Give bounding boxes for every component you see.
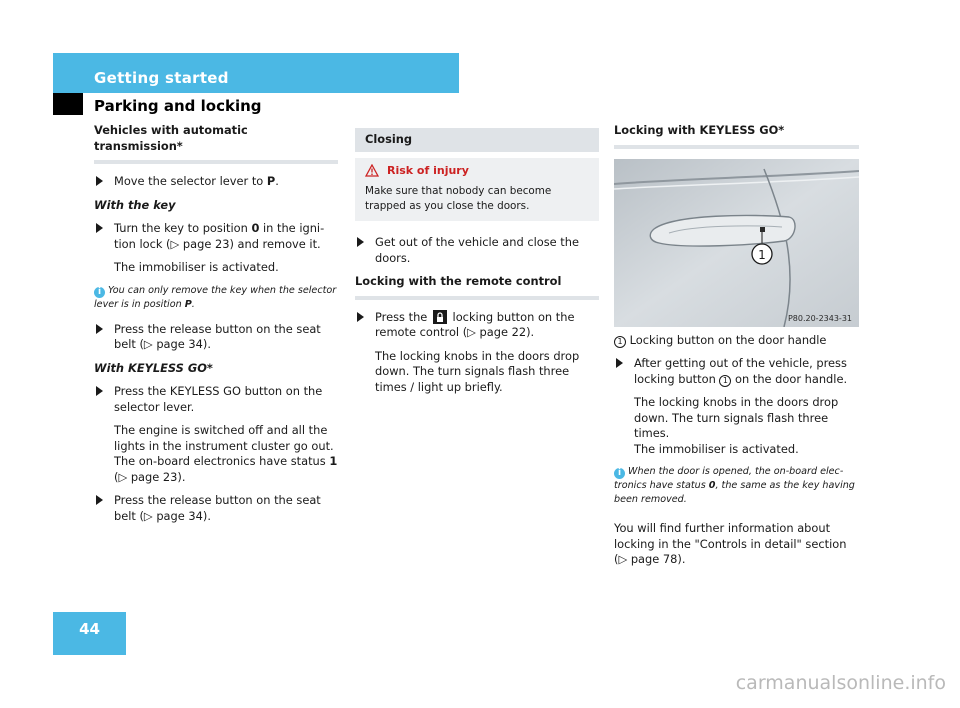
step-arrow-icon bbox=[357, 237, 364, 247]
step-arrow-icon bbox=[96, 324, 103, 334]
section-tab-marker bbox=[53, 93, 83, 115]
section-title: Getting started bbox=[94, 69, 229, 87]
step-arrow-icon bbox=[357, 312, 364, 322]
subheading-with-key: With the key bbox=[94, 197, 176, 212]
door-handle-illustration bbox=[614, 159, 859, 327]
instruction-step: After getting out of the vehicle, press locking button 1 on the door handle. bbox=[614, 356, 859, 387]
warning-title: Risk of injury bbox=[365, 164, 589, 179]
info-icon: i bbox=[94, 287, 105, 298]
closing-section-title: Closing bbox=[355, 128, 599, 152]
step-arrow-icon bbox=[96, 386, 103, 396]
page-title: Parking and locking bbox=[94, 97, 262, 115]
page-number: 44 bbox=[79, 620, 100, 638]
watermark: carmanualsonline.info bbox=[735, 672, 946, 694]
result-text: The locking knobs in the doors drop down. The turn signals flash three times. bbox=[634, 395, 839, 440]
result-text: The immobiliser is activated. bbox=[114, 260, 279, 274]
photo-code: P80.20-2343-31 bbox=[787, 313, 852, 323]
result-text: The immobiliser is activated. bbox=[634, 441, 799, 456]
warning-triangle-icon bbox=[365, 164, 379, 177]
door-handle-photo bbox=[614, 159, 859, 327]
step-arrow-icon bbox=[96, 223, 103, 233]
column-middle bbox=[355, 128, 599, 403]
result-text: The engine is switched off and all the lights in the instrument cluster go out. The on-board electronics have status 1 (▷ page 23). bbox=[114, 423, 338, 484]
step-arrow-icon bbox=[96, 176, 103, 186]
warning-box bbox=[355, 158, 599, 222]
column-right bbox=[614, 123, 859, 568]
instruction-step: Turn the key to position 0 in the igni-tion lock (▷ page 23) and remove it. bbox=[94, 221, 338, 252]
heading-keyless-go-locking: Locking with KEYLESS GO* bbox=[614, 123, 859, 149]
info-icon: i bbox=[614, 468, 625, 479]
step-arrow-icon bbox=[96, 495, 103, 505]
heading-automatic-transmission: Vehicles with automatic transmission* bbox=[94, 123, 338, 164]
step-arrow-icon bbox=[616, 358, 623, 368]
warning-text: Make sure that nobody can become trapped as you close the doors. bbox=[365, 185, 552, 212]
info-note: i You can only remove the key when the selector lever is in position P. bbox=[94, 284, 337, 310]
photo-legend: 1 Locking button on the door handle bbox=[614, 333, 859, 349]
heading-remote-control: Locking with the remote control bbox=[355, 274, 599, 300]
further-info-text: You will find further information about locking in the "Controls in detail" section (▷ page 78). bbox=[614, 521, 847, 566]
result-text: The locking knobs in the doors drop down. The turn signals flash three times / light up briefly. bbox=[375, 348, 580, 394]
subheading-keyless-go: With KEYLESS GO* bbox=[94, 360, 213, 375]
callout-number: 1 bbox=[758, 247, 766, 262]
instruction-step: Press the locking button on the remote control (▷ page 22). bbox=[355, 310, 599, 341]
instruction-step: Press the release button on the seat belt (▷ page 34). bbox=[94, 493, 338, 524]
legend-number: 1 bbox=[614, 336, 626, 348]
lock-button-icon bbox=[433, 310, 447, 324]
instruction-step: Press the release button on the seat belt (▷ page 34). bbox=[94, 322, 338, 353]
column-left bbox=[94, 123, 338, 532]
instruction-step: Press the KEYLESS GO button on the selector lever. bbox=[94, 384, 338, 415]
instruction-step: Get out of the vehicle and close the doors. bbox=[355, 235, 599, 266]
info-note: i When the door is opened, the on-board elec-tronics have status 0, the same as the key having been removed. bbox=[614, 466, 855, 505]
instruction-step: Move the selector lever to P. bbox=[94, 174, 338, 190]
